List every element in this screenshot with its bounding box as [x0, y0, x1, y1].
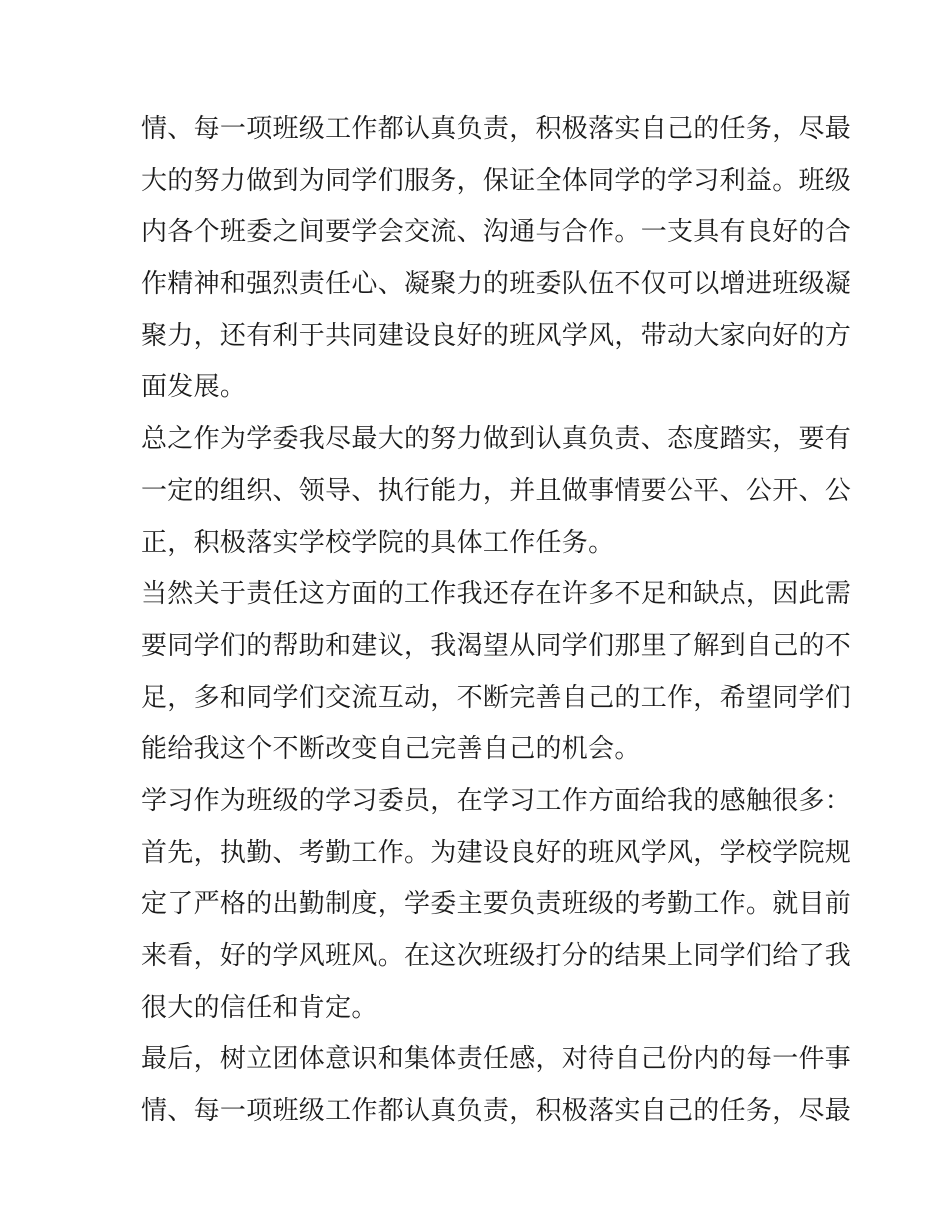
text-line: 很大的信任和肯定。 [141, 992, 378, 1023]
text-line: 足，多和同学们交流互动，不断完善自己的工作，希望同学们 [141, 682, 852, 713]
text-line: 正，积极落实学校学院的具体工作任务。 [141, 527, 615, 558]
text-line: 要同学们的帮助和建议，我渴望从同学们那里了解到自己的不 [141, 630, 852, 661]
text-line: 来看，好的学风班风。在这次班级打分的结果上同学们给了我 [141, 941, 852, 971]
text-line: 内各个班委之间要学会交流、沟通与合作。一支具有良好的合 [141, 217, 852, 248]
text-line: 面发展。 [141, 372, 247, 403]
text-line: 情、每一项班级工作都认真负责，积极落实自己的任务，尽最 [141, 114, 852, 144]
text-line: 定了严格的出勤制度，学委主要负责班级的考勤工作。就目前 [141, 889, 852, 920]
document-body [141, 104, 852, 1138]
text-line: 作精神和强烈责任心、凝聚力的班委队伍不仅可以增进班级凝 [141, 269, 852, 300]
text-line: 情、每一项班级工作都认真负责，积极落实自己的任务，尽最 [141, 1096, 852, 1127]
text-line: 首先，执勤、考勤工作。为建设良好的班风学风，学校学院规 [141, 837, 852, 868]
text-line: 学习作为班级的学习委员，在学习工作方面给我的感触很多： [141, 785, 852, 816]
text-line: 能给我这个不断改变自己完善自己的机会。 [141, 734, 641, 765]
text-line: 总之作为学委我尽最大的努力做到认真负责、态度踏实，要有 [141, 424, 852, 455]
text-line: 聚力，还有利于共同建设良好的班风学风，带动大家向好的方 [141, 320, 852, 351]
text-line: 大的努力做到为同学们服务，保证全体同学的学习利益。班级 [141, 165, 852, 196]
text-line: 最后，树立团体意识和集体责任感，对待自己份内的每一件事 [141, 1044, 852, 1075]
text-line: 一定的组织、领导、执行能力，并且做事情要公平、公开、公 [141, 475, 852, 506]
text-line: 当然关于责任这方面的工作我还存在许多不足和缺点，因此需 [141, 579, 852, 610]
